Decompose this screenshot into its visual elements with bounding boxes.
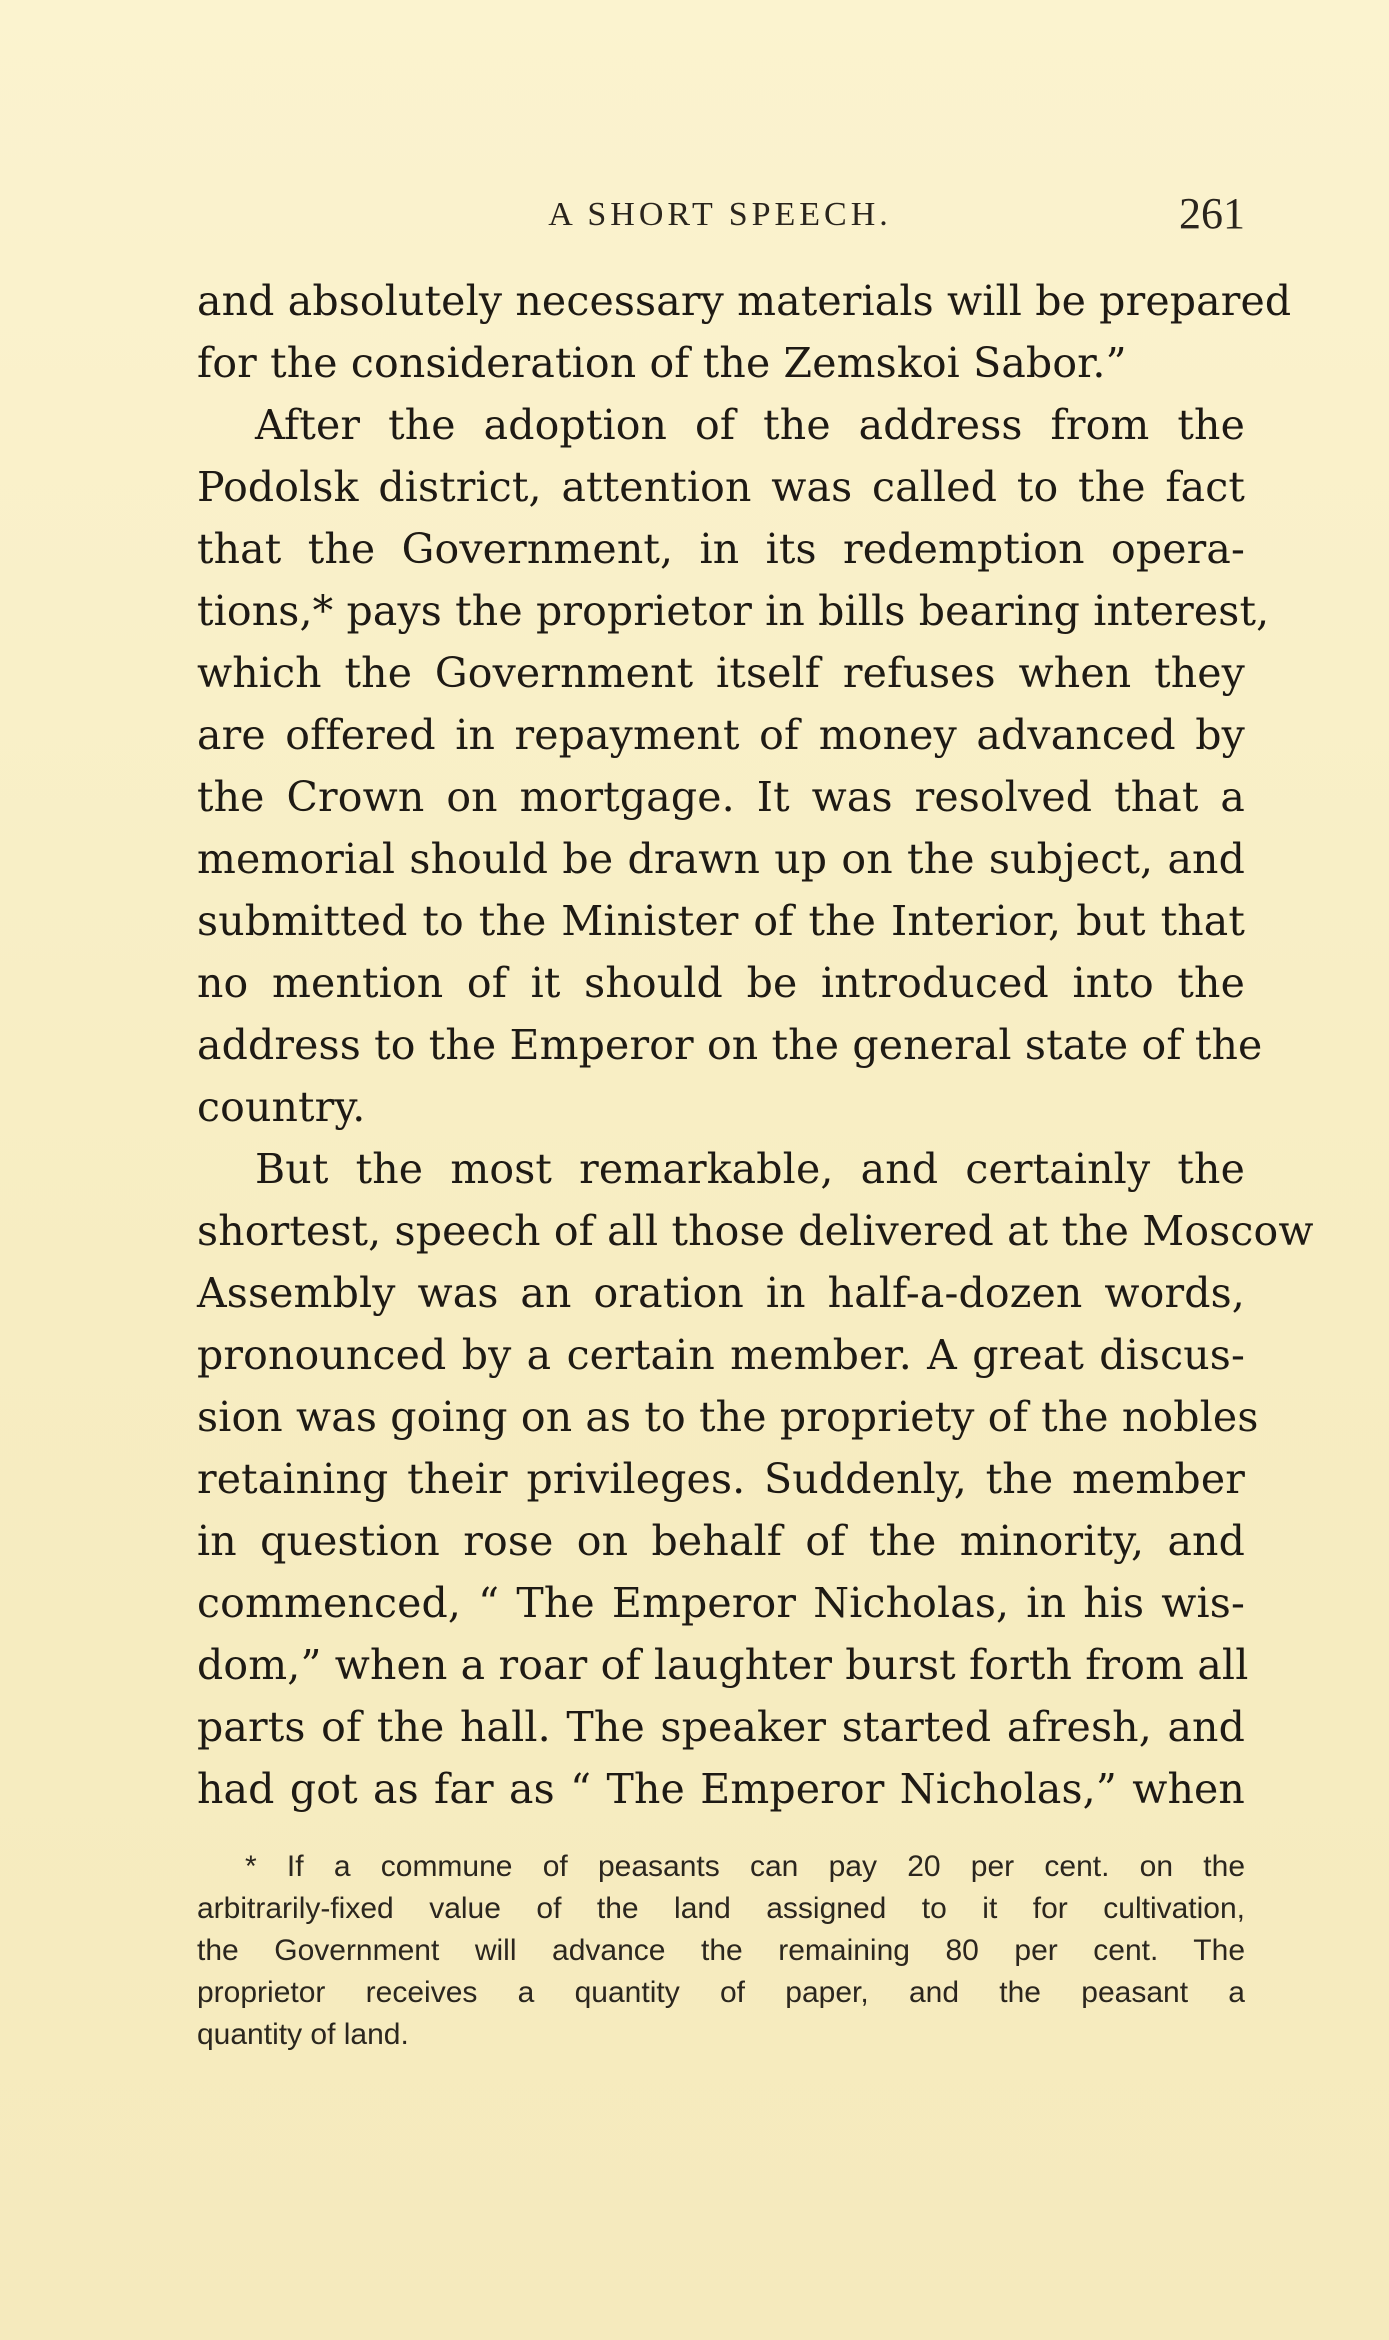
running-header [195,188,1245,244]
footnote [197,1846,1245,2056]
text-line: pronounced by a certain member. A great discus- [197,1331,1245,1379]
text-line: tions,* pays the proprietor in bills bearing interest, [197,587,1270,635]
text-line: shortest, speech of all those delivered at the Moscow [197,1207,1314,1255]
paragraph-start-line: After the adoption of the address from the [255,401,1245,449]
text-line: address to the Emperor on the general state of the [197,1021,1263,1069]
running-title: A SHORT SPEECH. [548,196,892,233]
text-line: Podolsk district, attention was called to the fact [197,463,1245,511]
text-line: had got as far as “ The Emperor Nicholas,” when [197,1765,1245,1813]
body-text [197,270,1314,1820]
text-line: retaining their privileges. Suddenly, the member [197,1455,1245,1503]
page-number: 261 [1179,189,1245,238]
text-line: which the Government itself refuses when they [197,649,1245,697]
footnote-line: the Government will advance the remaining 80 per cent. The [197,1934,1245,1967]
text-line: no mention of it should be introduced into the [197,959,1245,1007]
footnote-line: quantity of land. [197,2018,409,2051]
text-line: in question rose on behalf of the minority, and [197,1517,1245,1565]
footnote-line: * If a commune of peasants can pay 20 per cent. on the [245,1850,1245,1883]
text-line: memorial should be drawn up on the subject, and [197,835,1245,883]
footnote-line: proprietor receives a quantity of paper, and the peasant a [197,1976,1245,2009]
footnote-line: arbitrarily-fixed value of the land assigned to it for cultivation, [197,1892,1245,1925]
text-line: and absolutely necessary materials will be prepared [197,277,1292,325]
text-line: submitted to the Minister of the Interior, but that [197,897,1245,945]
text-line: commenced, “ The Emperor Nicholas, in his wis- [197,1579,1245,1627]
text-line: sion was going on as to the propriety of the nobles [197,1393,1259,1441]
text-line: country. [197,1083,366,1131]
paragraph-start-line: But the most remarkable, and certainly the [255,1145,1245,1193]
text-line: the Crown on mortgage. It was resolved that a [197,773,1245,821]
text-line: for the consideration of the Zemskoi Sabor.” [197,339,1127,387]
text-line: parts of the hall. The speaker started afresh, and [197,1703,1245,1751]
text-line: Assembly was an oration in half-a-dozen words, [197,1269,1245,1317]
text-line: dom,” when a roar of laughter burst forth from all [197,1641,1249,1689]
text-line: are offered in repayment of money advanced by [197,711,1245,759]
text-line: that the Government, in its redemption opera- [197,525,1245,573]
